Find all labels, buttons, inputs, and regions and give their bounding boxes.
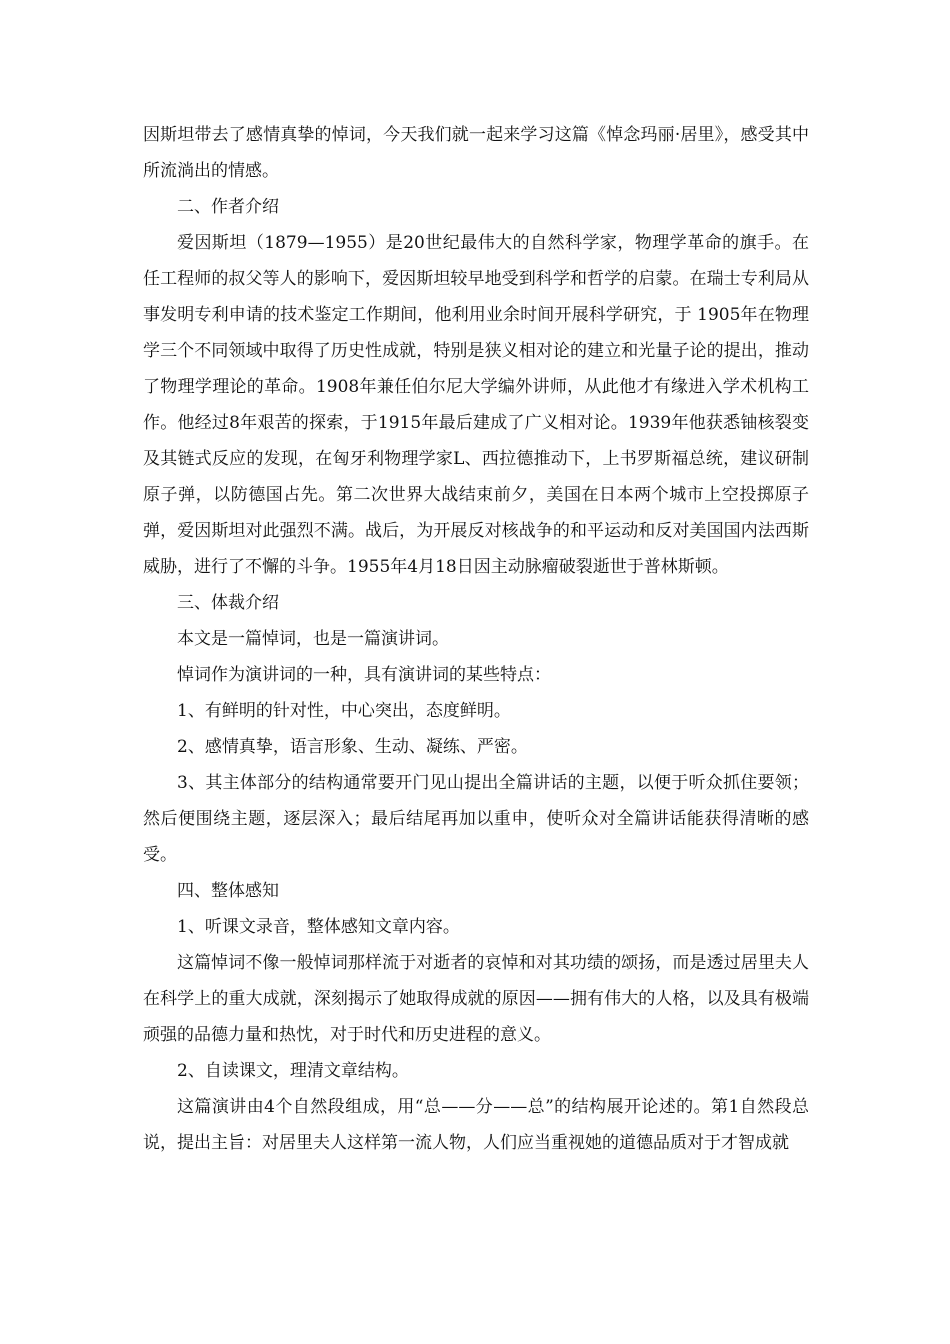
paragraph: 爱因斯坦（1879—1955）是20世纪最伟大的自然科学家，物理学革命的旗手。在任工程师的叔父等人的影响下，爱因斯坦较早地受到科学和哲学的启蒙。在瑞士专利局从事发明专利申请的技术鉴定工作期间，他利用业余时间开展科学研究，于 1905年在物理学三个不同领域中取得了历史性成就，特别是狭义相对论的建立和光量子论的提出，推动了物理学理论的革命。1908年兼任伯尔尼大学编外讲师，从此他才有缘进入学术机构工作。他经过8年艰苦的探索，于1915年最后建成了广义相对论。1939年他获悉铀核裂变及其链式反应的发现，在匈牙利物理学家L、西拉德推动下，上书罗斯福总统，建议研制原子弹，以防德国占先。第二次世界大战结束前夕，美国在日本两个城市上空投掷原子弹，爱因斯坦对此强烈不满。战后，为开展反对核战争的和平运动和反对美国国内法西斯威胁，进行了不懈的斗争。1955年4月18日因主动脉瘤破裂逝世于普林斯顿。 xyxy=(143,233,809,577)
paragraph: 1、听课文录音，整体感知文章内容。 xyxy=(177,917,460,937)
paragraph: 这篇悼词不像一般悼词那样流于对逝者的哀悼和对其功绩的颂扬，而是透过居里夫人在科学上的重大成就，深刻揭示了她取得成就的原因——拥有伟大的人格，以及具有极端顽强的品德力量和热忱，对于时代和历史进程的意义。 xyxy=(143,953,809,1045)
paragraph: 四、整体感知 xyxy=(177,881,279,901)
paragraph: 这篇演讲由4个自然段组成，用“总——分——总”的结构展开论述的。第1自然段总说，提出主旨：对居里夫人这样第一流人物，人们应当重视她的道德品质对于才智成就 xyxy=(143,1097,809,1153)
paragraph: 因斯坦带去了感情真挚的悼词，今天我们就一起来学习这篇《悼念玛丽·居里》，感受其中所流淌出的情感。 xyxy=(143,125,809,181)
document-body xyxy=(143,117,809,1161)
paragraph: 二、作者介绍 xyxy=(177,197,279,217)
paragraph: 2、自读课文，理清文章结构。 xyxy=(177,1061,409,1081)
paragraph: 2、感情真挚，语言形象、生动、凝练、严密。 xyxy=(177,737,528,757)
paragraph: 3、其主体部分的结构通常要开门见山提出全篇讲话的主题，以便于听众抓住要领；然后便围绕主题，逐层深入；最后结尾再加以重申，使听众对全篇讲话能获得清晰的感受。 xyxy=(143,773,809,865)
paragraph: 悼词作为演讲词的一种，具有演讲词的某些特点： xyxy=(177,665,551,685)
paragraph: 三、体裁介绍 xyxy=(177,593,279,613)
paragraph: 1、有鲜明的针对性，中心突出，态度鲜明。 xyxy=(177,701,511,721)
paragraph: 本文是一篇悼词，也是一篇演讲词。 xyxy=(177,629,449,649)
